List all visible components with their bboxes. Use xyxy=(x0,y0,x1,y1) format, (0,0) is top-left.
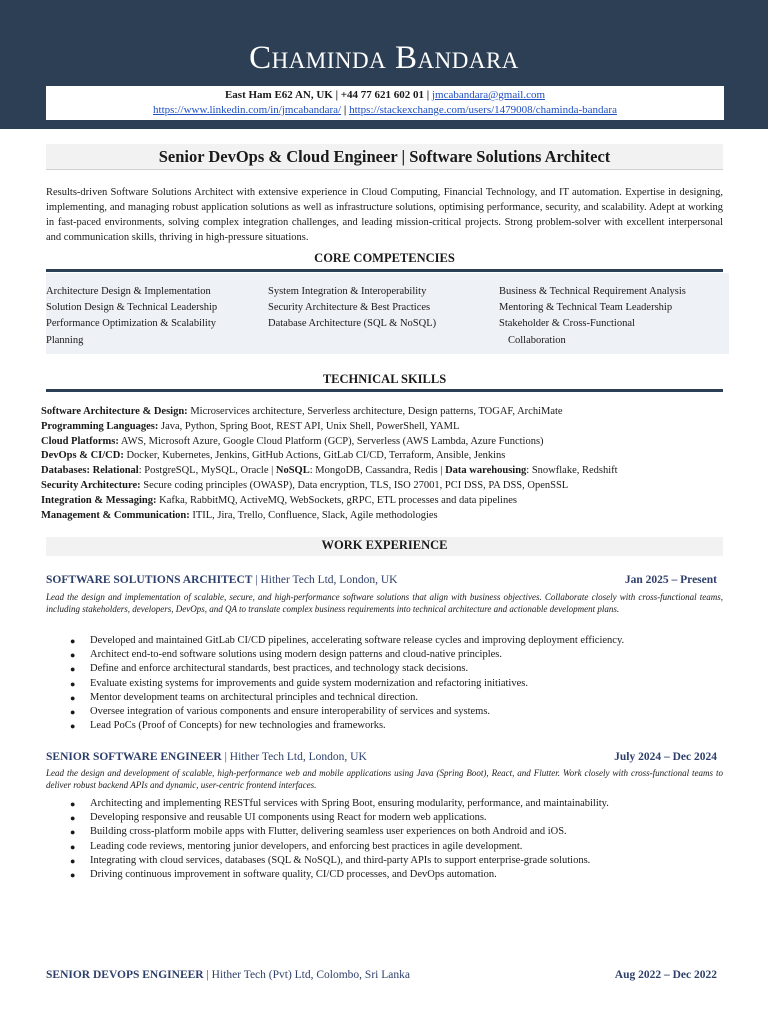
job-header: SENIOR DEVOPS ENGINEER | Hither Tech (Pvt) Ltd, Colombo, Sri Lanka Aug 2022 – Dec 2022 xyxy=(46,969,717,981)
skill-row: Programming Languages: Java, Python, Spring Boot, REST API, Unix Shell, PowerShell, YAML xyxy=(41,420,460,432)
email-link[interactable]: jmcabandara@gmail.com xyxy=(431,89,546,101)
job-date: July 2024 – Dec 2024 xyxy=(614,751,717,763)
job-company: Hither Tech Ltd, London, UK xyxy=(260,574,398,586)
list-item: ● Integrating with cloud services, databases (SQL & NoSQL), and third-party APIs to support enterprise-grade solutions. xyxy=(70,854,730,868)
professional-title: Senior DevOps & Cloud Engineer | Software Solutions Architect xyxy=(46,144,723,170)
job-description: Lead the design and implementation of scalable, secure, and high-performance software solutions that align with business objectives. Collaborate closely with cross-functional teams, including stakeholders, developers, DevOps, and QA to translate complex business requirements into technical architecture and actionable development plans. xyxy=(46,592,723,614)
header-banner xyxy=(0,0,768,129)
list-item: ● Define and enforce architectural standards, best practices, and technology stack decisions. xyxy=(70,662,730,676)
skills-rule xyxy=(46,389,723,392)
job-bullets xyxy=(70,634,730,733)
competencies-col-2 xyxy=(268,284,436,333)
job-header: SENIOR SOFTWARE ENGINEER | Hither Tech Ltd, London, UK July 2024 – Dec 2024 xyxy=(46,751,717,763)
stackexchange-link[interactable]: https://stackexchange.com/users/1479008/chaminda-bandara xyxy=(349,104,617,116)
job-bullets xyxy=(70,797,730,882)
contact-box xyxy=(46,86,724,120)
skill-row: Integration & Messaging: Kafka, RabbitMQ, ActiveMQ, WebSockets, gRPC, ETL processes and data pipelines xyxy=(41,494,517,506)
linkedin-link[interactable]: https://www.linkedin.com/in/jmcabandara/ xyxy=(153,104,342,116)
competencies-heading: CORE COMPETENCIES xyxy=(314,251,455,265)
job-company: Hither Tech Ltd, London, UK xyxy=(229,751,367,763)
skills-list xyxy=(41,405,731,523)
list-item: ● Building cross-platform mobile apps with Flutter, delivering seamless user experiences on both Android and iOS. xyxy=(70,825,730,839)
competency-item: Planning xyxy=(46,334,84,346)
job-role: SENIOR SOFTWARE ENGINEER xyxy=(46,751,222,763)
competency-item: Performance Optimization & Scalability xyxy=(46,318,216,330)
skill-row: Security Architecture: Secure coding principles (OWASP), Data encryption, TLS, ISO 27001, PCI DSS, PA DSS, OpenSSL xyxy=(41,479,569,491)
competencies-col-3 xyxy=(499,284,686,349)
competency-item: Collaboration xyxy=(508,334,566,346)
skill-row: Management & Communication: ITIL, Jira, Trello, Confluence, Slack, Agile methodologies xyxy=(41,509,438,521)
job-role: SENIOR DEVOPS ENGINEER xyxy=(46,969,204,981)
job-header: SOFTWARE SOLUTIONS ARCHITECT | Hither Tech Ltd, London, UK Jan 2025 – Present xyxy=(46,574,717,586)
list-item: ● Architect end-to-end software solutions using modern design patterns and cloud-native principles. xyxy=(70,648,730,662)
list-item: ● Mentor development teams on architectural principles and technical direction. xyxy=(70,691,730,705)
skills-heading: TECHNICAL SKILLS xyxy=(322,372,447,386)
skill-row: Cloud Platforms: AWS, Microsoft Azure, Google Cloud Platform (GCP), Serverless (AWS Lambda, Azure Functions) xyxy=(41,435,544,447)
skill-row-databases: Databases: Relational: PostgreSQL, MySQL, Oracle | NoSQL: MongoDB, Cassandra, Redis | Data warehousing: Snowflake, Redshift xyxy=(41,465,618,477)
competency-item: Mentoring & Technical Team Leadership xyxy=(499,302,673,314)
competency-item: System Integration & Interoperability xyxy=(268,286,427,297)
list-item: ● Lead PoCs (Proof of Concepts) for new technologies and frameworks. xyxy=(70,719,730,733)
list-item: ● Developing responsive and reusable UI components using React for modern web applications. xyxy=(70,811,730,825)
list-item: ● Developed and maintained GitLab CI/CD pipelines, accelerating software release cycles and improving deployment efficiency. xyxy=(70,634,730,648)
summary-paragraph: Results-driven Software Solutions Architect with extensive experience in Cloud Computing, Financial Technology, and IT automation. Expertise in designing, implementing, and managing robust application solutions as well as infrastructure solutions, optimising performance, security, and scalability. Adept at working in fast-paced environments, solving complex integration challenges, and leading mission-critical projects. Strong problem-solver with excellent interpersonal and communication skills, thriving in high-pressure situations. xyxy=(46,187,723,243)
competency-item: Business & Technical Requirement Analysis xyxy=(499,286,686,297)
competency-item: Database Architecture (SQL & NoSQL) xyxy=(268,318,437,330)
job-description: Lead the design and development of scalable, high-performance web and mobile applications using Java (Spring Boot), React, and Flutter. Work closely with cross-functional teams to deliver robust backend APIs and dynamic, user-centric frontend interfaces. xyxy=(46,768,723,790)
competencies-box xyxy=(46,273,729,354)
list-item: ● Oversee integration of various components and ensure interoperability of services and systems. xyxy=(70,705,730,719)
link-separator: | xyxy=(343,104,347,116)
list-item: ● Evaluate existing systems for improvements and guide system modernization and refactoring initiatives. xyxy=(70,677,730,691)
job-date: Jan 2025 – Present xyxy=(624,574,717,586)
address-phone: East Ham E62 AN, UK | +44 77 621 602 01 | xyxy=(224,89,430,101)
job-role: SOFTWARE SOLUTIONS ARCHITECT xyxy=(46,574,253,586)
experience-heading: WORK EXPERIENCE xyxy=(321,538,448,552)
list-item: ● Leading code reviews, mentoring junior developers, and enforcing best practices in agile development. xyxy=(70,840,730,854)
experience-heading-box xyxy=(46,537,723,556)
list-item: ● Driving continuous improvement in software quality, CI/CD processes, and DevOps automation. xyxy=(70,868,730,882)
competencies-rule xyxy=(46,269,723,272)
competency-item: Security Architecture & Best Practices xyxy=(268,302,431,314)
candidate-name: Chaminda Bandara xyxy=(249,40,519,76)
competency-item: Architecture Design & Implementation xyxy=(46,286,211,297)
skill-row: DevOps & CI/CD: Docker, Kubernetes, Jenkins, GitHub Actions, GitLab CI/CD, Terraform, Ansible, Jenkins xyxy=(41,450,506,462)
competency-item: Stakeholder & Cross-Functional xyxy=(499,318,635,330)
job-date: Aug 2022 – Dec 2022 xyxy=(614,969,717,981)
skill-row: Software Architecture & Design: Microservices architecture, Serverless architecture, Design patterns, TOGAF, ArchiMate xyxy=(41,406,563,417)
competencies-col-1 xyxy=(46,284,217,349)
competency-item: Solution Design & Technical Leadership xyxy=(46,302,218,314)
job-company: Hither Tech (Pvt) Ltd, Colombo, Sri Lanka xyxy=(211,969,410,981)
list-item: ● Architecting and implementing RESTful services with Spring Boot, ensuring modularity, performance, and maintainability. xyxy=(70,797,730,811)
